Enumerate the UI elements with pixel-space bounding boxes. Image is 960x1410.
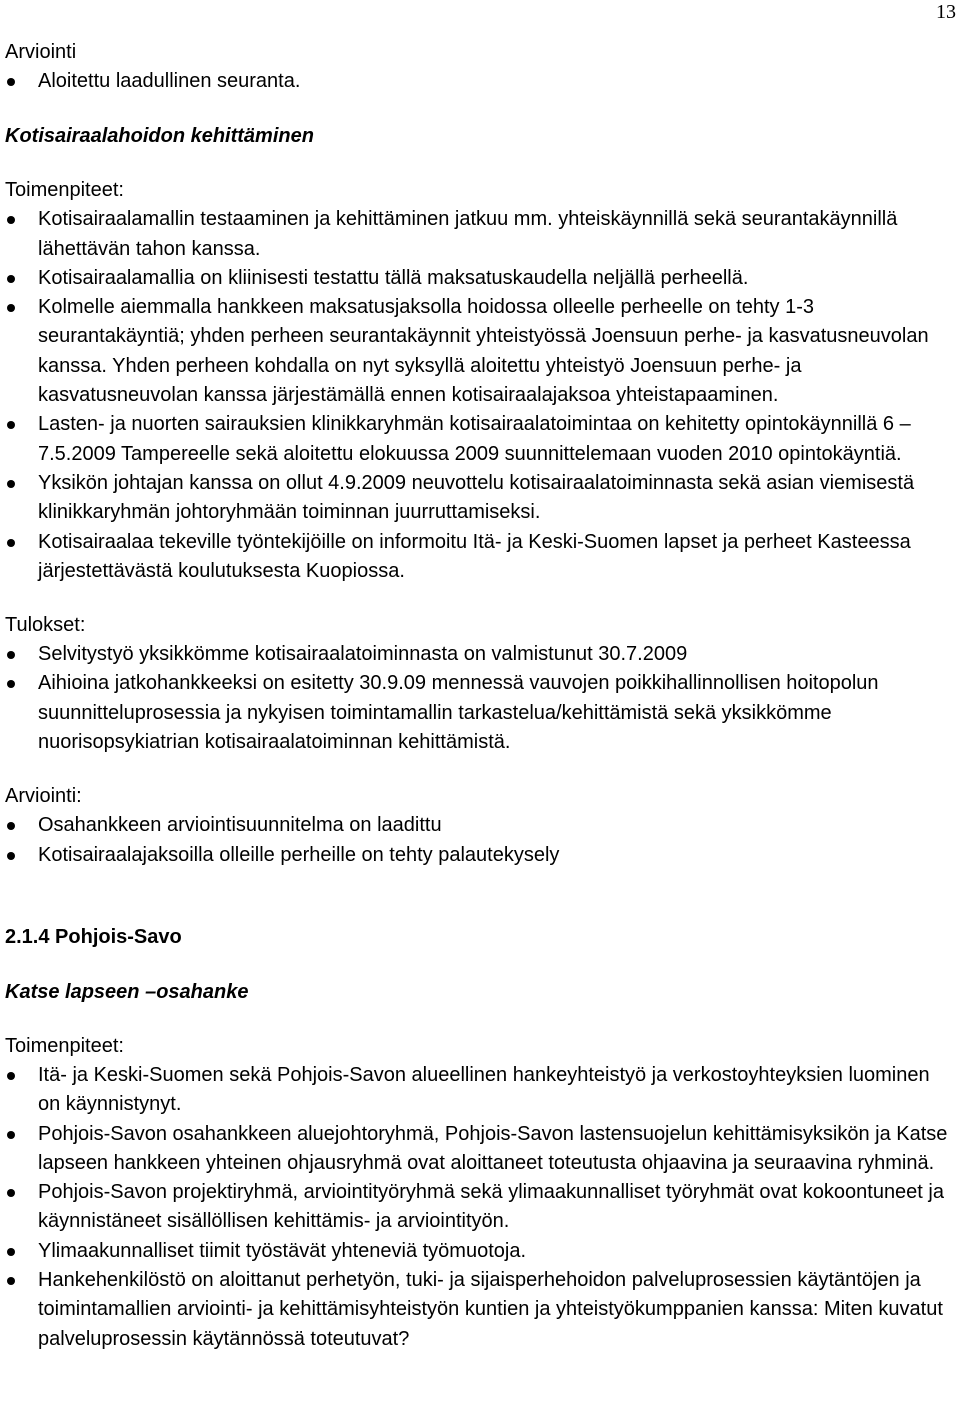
list-item: Kotisairaalajaksoilla olleille perheille on tehty palautekysely	[5, 841, 955, 870]
list-item: Kotisairaalamallin testaaminen ja kehittäminen jatkuu mm. yhteiskäynnillä sekä seurantakäynnillä lähettävän tahon kanssa.	[5, 205, 955, 264]
list-item: Hankehenkilöstö on aloittanut perhetyön, tuki- ja sijaisperhehoidon palveluprosessien käytäntöjen ja toimintamallien arviointi- ja kehittämisyhteistyön kuntien ja yhteistyökumppanien kanssa: Miten kuvatut palveluprosessin käytännössä toteutuvat?	[5, 1266, 955, 1354]
arviointi-list	[5, 67, 955, 96]
arviointi-label-2: Arviointi:	[5, 785, 82, 808]
arviointi-list-2	[5, 811, 955, 870]
list-item: Kotisairaalaa tekeville työntekijöille on informoitu Itä- ja Keski-Suomen lapset ja perheet Kasteessa järjestettävästä koulutuksesta Kuopiossa.	[5, 528, 955, 587]
tulokset-label: Tulokset:	[5, 614, 86, 637]
page-number: 13	[936, 1, 956, 23]
toimenpiteet-label: Toimenpiteet:	[5, 179, 124, 202]
list-item: Selvitystyö yksikkömme kotisairaalatoiminnasta on valmistunut 30.7.2009	[5, 640, 955, 669]
list-item: Kotisairaalamallia on kliinisesti testattu tällä maksatuskaudella neljällä perheellä.	[5, 264, 955, 293]
section-heading-pohjois-savo: 2.1.4 Pohjois-Savo	[5, 925, 182, 948]
section-heading-kotisairaala: Kotisairaalahoidon kehittäminen	[5, 125, 314, 148]
arviointi-label: Arviointi	[5, 41, 77, 63]
subheading-katse-lapseen: Katse lapseen –osahanke	[5, 980, 249, 1003]
toimenpiteet-list	[5, 205, 955, 586]
list-item: Pohjois-Savon projektiryhmä, arviointityöryhmä sekä ylimaakunnalliset työryhmät ovat kokoontuneet ja käynnistäneet sisällöllisen kehittämis- ja arviointityön.	[5, 1178, 955, 1237]
list-item: Ylimaakunnalliset tiimit työstävät yhteneviä työmuotoja.	[5, 1237, 955, 1266]
list-item: Pohjois-Savon osahankkeen aluejohtoryhmä, Pohjois-Savon lastensuojelun kehittämisyksikön ja Katse lapseen hankkeen yhteinen ohjausryhmä ovat aloittaneet toteutusta ohjaavina ja seuraavina ryhminä.	[5, 1120, 955, 1179]
tulokset-list	[5, 640, 955, 757]
toimenpiteet-list-2	[5, 1061, 955, 1354]
document-body	[5, 37, 955, 1354]
list-item: Itä- ja Keski-Suomen sekä Pohjois-Savon alueellinen hankeyhteistyö ja verkostoyhteyksien luominen on käynnistynyt.	[5, 1061, 955, 1120]
list-item: Aloitettu laadullinen seuranta.	[5, 67, 955, 96]
list-item: Osahankkeen arviointisuunnitelma on laadittu	[5, 811, 955, 840]
toimenpiteet-label-2: Toimenpiteet:	[5, 1034, 124, 1057]
list-item: Lasten- ja nuorten sairauksien klinikkaryhmän kotisairaalatoimintaa on kehitetty opintokäynnillä 6 –7.5.2009 Tampereelle sekä aloitettu elokuussa 2009 suunnittelemaan vuoden 2010 opintokäyntiä.	[5, 410, 955, 469]
list-item: Kolmelle aiemmalla hankkeen maksatusjaksolla hoidossa olleelle perheelle on tehty 1-3 seurantakäyntiä; yhden perheen seurantakäynnit yhteistyössä Joensuun perhe- ja kasvatusneuvolan kanssa. Yhden perheen kohdalla on nyt syksyllä aloitettu yhteistyö Joensuun perhe- ja kasvatusneuvolan kanssa järjestämällä ennen kotisairaalajaksoa yhteistapaaminen.	[5, 293, 955, 410]
list-item: Aihioina jatkohankkeeksi on esitetty 30.9.09 mennessä vauvojen poikkihallinnollisen hoitopolun suunnitteluprosessia ja nykyisen toimintamallin tarkastelua/kehittämistä sekä yksikkömme nuorisopsykiatrian kotisairaalatoiminnan kehittämistä.	[5, 669, 955, 757]
list-item: Yksikön johtajan kanssa on ollut 4.9.2009 neuvottelu kotisairaalatoiminnasta sekä asian viemisestä klinikkaryhmän johtoryhmään toiminnan juurruttamiseksi.	[5, 469, 955, 528]
